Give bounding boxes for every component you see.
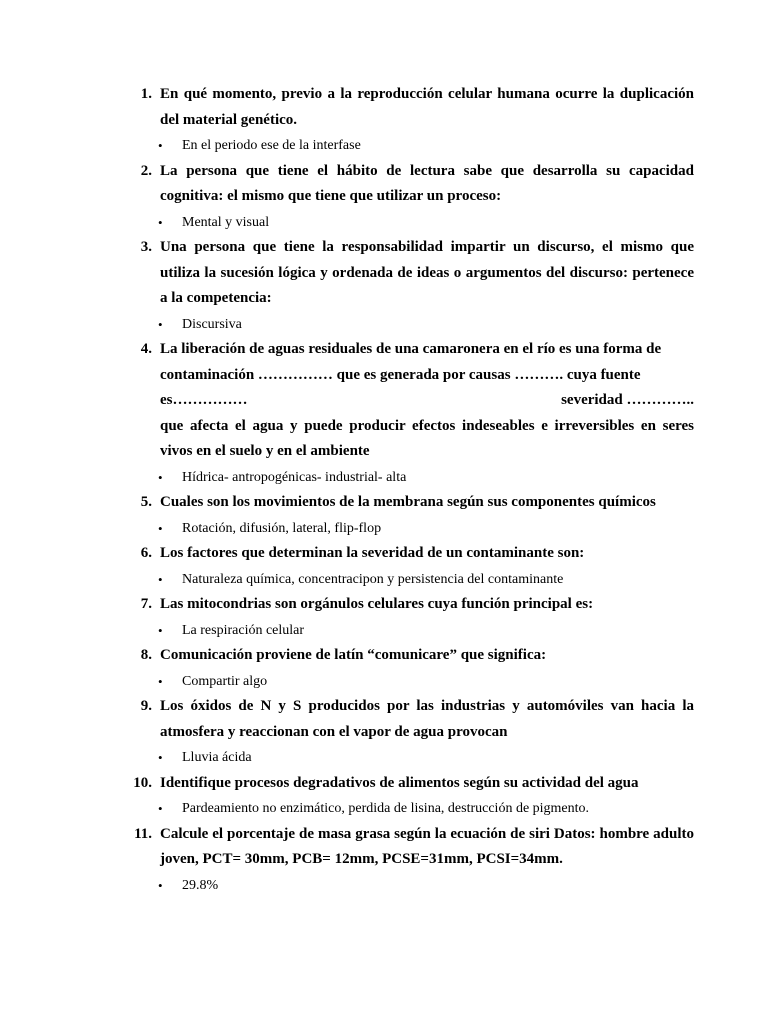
- question-number: 7.: [140, 596, 152, 612]
- answer-text: Rotación, difusión, lateral, flip-flop: [182, 520, 382, 536]
- bullet-icon: •: [158, 877, 163, 893]
- question-text: Comunicación proviene de latín “comunicare” que significa:: [160, 647, 547, 663]
- question-text: [160, 337, 694, 465]
- answer-text: Hídrica- antropogénicas- industrial- alta: [182, 469, 407, 485]
- question-item-1: [0, 82, 768, 159]
- bullet-icon: •: [158, 520, 163, 536]
- question-line: [160, 388, 694, 414]
- bullet-icon: •: [158, 750, 163, 765]
- question-line: [160, 337, 694, 363]
- question-item-8: [0, 643, 768, 694]
- question-item-3: [0, 235, 768, 337]
- bullet-icon: •: [158, 673, 163, 689]
- answer-text: Discursiva: [182, 316, 242, 332]
- blank-fill-right: severidad …………..: [561, 392, 694, 408]
- question-line-text: La liberación de aguas residuales de una camaronera en el río es una forma de: [160, 341, 662, 357]
- bullet-icon: •: [158, 214, 163, 230]
- question-text: Identifique procesos degradativos de alimentos según su actividad del agua: [160, 774, 639, 791]
- question-item-9: [0, 694, 768, 771]
- question-number: 3.: [140, 239, 152, 255]
- question-item-6: [0, 541, 768, 592]
- question-text: Calcule el porcentaje de masa grasa según la ecuación de siri Datos: hombre adulto joven, PCT= 30mm, PCB= 12mm, PCSE=31mm, PCSI=34mm.: [160, 825, 694, 867]
- bullet-icon: •: [158, 469, 163, 485]
- question-text: La persona que tiene el hábito de lectura sabe que desarrolla su capacidad cognitiva: el mismo que tiene que utilizar un proceso:: [160, 162, 694, 204]
- question-item-2: [0, 159, 768, 236]
- answer-text: Mental y visual: [182, 214, 270, 230]
- answer-text: En el periodo ese de la interfase: [182, 138, 361, 153]
- question-number: 5.: [140, 494, 152, 510]
- question-item-4: [0, 337, 768, 490]
- answer-text: Pardeamiento no enzimático, perdida de lisina, destrucción de pigmento.: [182, 801, 590, 816]
- question-text: Cuales son los movimientos de la membrana según sus componentes químicos: [160, 494, 656, 510]
- question-item-5: [0, 490, 768, 541]
- question-text: En qué momento, previo a la reproducción celular humana ocurre la duplicación del material genético.: [160, 86, 694, 128]
- question-line-text: contaminación …………… que es generada por causas ………. cuya fuente: [160, 366, 641, 383]
- question-line-text: que afecta el agua y puede producir efectos indeseables e irreversibles en seres vivos en el suelo y en el ambiente: [160, 417, 694, 459]
- question-text: Los óxidos de N y S producidos por las industrias y automóviles van hacia la atmosfera y reaccionan con el vapor de agua provocan: [160, 698, 694, 740]
- question-text: Las mitocondrias son orgánulos celulares cuya función principal es:: [160, 596, 594, 612]
- bullet-icon: •: [158, 801, 163, 816]
- question-number: 4.: [140, 341, 152, 357]
- question-list: [0, 82, 768, 898]
- blank-fill-left: es……………: [160, 392, 248, 408]
- question-number: 8.: [140, 647, 152, 663]
- question-number: 10.: [133, 774, 152, 791]
- question-item-11: [0, 822, 768, 899]
- question-line: [160, 363, 694, 389]
- question-number: 9.: [140, 698, 152, 714]
- question-text: Una persona que tiene la responsabilidad impartir un discurso, el mismo que utiliza la sucesión lógica y ordenada de ideas o argumentos del discurso: pertenece a la competencia:: [160, 239, 694, 306]
- question-item-10: [0, 771, 768, 822]
- bullet-icon: •: [158, 138, 163, 153]
- question-number: 11.: [134, 825, 152, 842]
- answer-text: Lluvia ácida: [182, 750, 252, 765]
- question-text: Los factores que determinan la severidad de un contaminante son:: [160, 545, 585, 561]
- bullet-icon: •: [158, 316, 163, 332]
- question-number: 1.: [140, 86, 152, 102]
- answer-text: Naturaleza química, concentracipon y persistencia del contaminante: [182, 571, 564, 587]
- question-number: 6.: [140, 545, 152, 561]
- question-number: 2.: [140, 162, 152, 179]
- answer-text: 29.8%: [182, 877, 219, 893]
- answer-text: La respiración celular: [182, 622, 305, 638]
- answer-text: Compartir algo: [182, 673, 268, 689]
- bullet-icon: •: [158, 571, 163, 587]
- bullet-icon: •: [158, 622, 163, 638]
- question-item-7: [0, 592, 768, 643]
